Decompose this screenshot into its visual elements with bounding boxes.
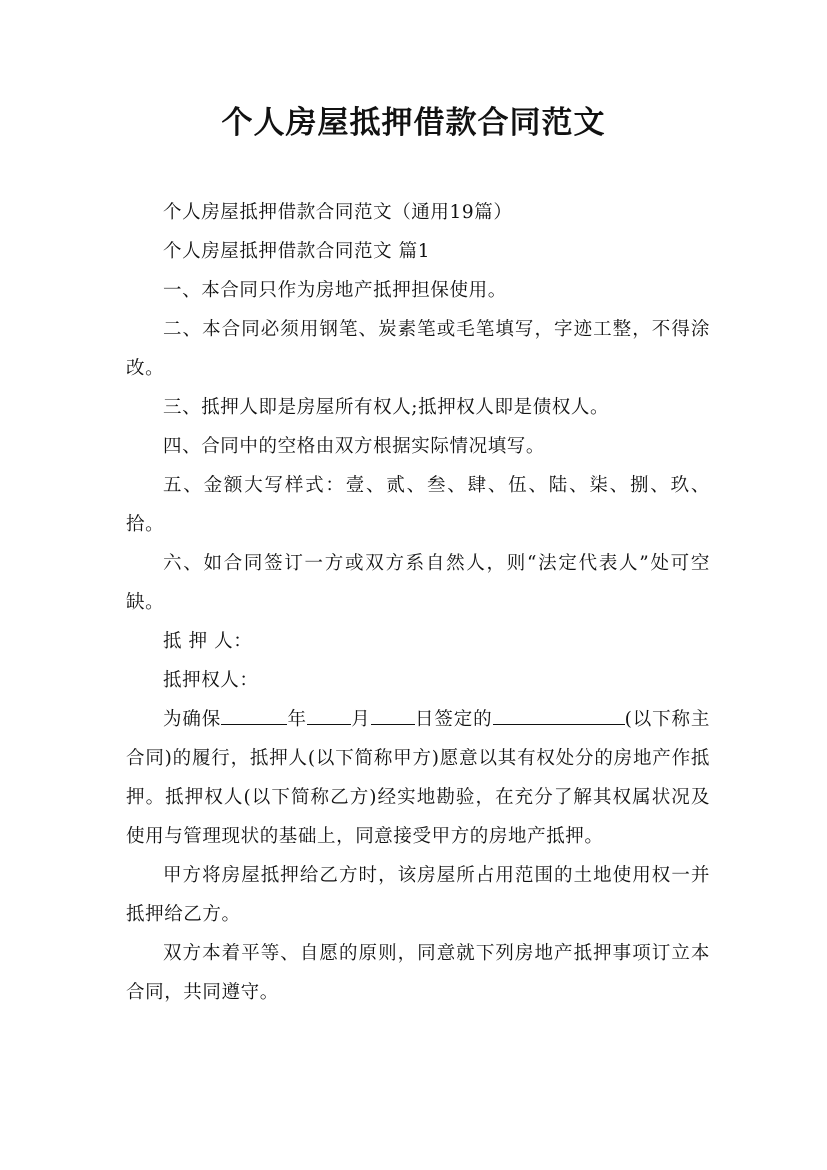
paragraph-item-3: 三、抵押人即是房屋所有权人;抵押权人即是债权人。: [163, 397, 610, 418]
paragraph-item-1: 一、本合同只作为房地产抵押担保使用。: [163, 280, 507, 301]
purpose-text-5: (以下称主合同)的履行，抵押人(以下简称甲方)愿意以其有权处分的房地产作抵押。抵押权人(以下简称乙方)经实地勘验，在充分了解其权属状况及使用与管理现状的基础上，同意接受甲方的房地产抵押。: [126, 709, 711, 847]
purpose-text-3: 月: [350, 709, 371, 730]
paragraph-item-2: 二、本合同必须用钢笔、炭素笔或毛笔填写，字迹工整，不得涂改。: [126, 319, 710, 379]
day-blank: [371, 704, 415, 725]
paragraph-subtitle: 个人房屋抵押借款合同范文（通用19篇）: [163, 202, 513, 223]
mortgagee-label: 抵押权人：: [163, 670, 259, 691]
contract-name-blank: [493, 704, 625, 725]
paragraph-item-5: 五、金额大写样式：壹、贰、叁、肆、伍、陆、柒、捌、玖、拾。: [126, 475, 710, 535]
month-blank: [307, 704, 351, 725]
paragraph-land-use: 甲方将房屋抵押给乙方时，该房屋所占用范围的土地使用权一并抵押给乙方。: [126, 865, 710, 925]
purpose-text-1: 为确保: [163, 709, 222, 730]
mortgagor-label: 抵 押 人：: [163, 631, 253, 652]
document-body: [126, 193, 710, 1012]
paragraph-section-heading: 个人房屋抵押借款合同范文 篇1: [163, 241, 431, 262]
paragraph-item-6: 六、如合同签订一方或双方系自然人，则“法定代表人”处可空缺。: [126, 553, 710, 613]
paragraph-agreement: 双方本着平等、自愿的原则，同意就下列房地产抵押事项订立本合同，共同遵守。: [126, 943, 710, 1003]
purpose-text-4: 日签定的: [414, 709, 493, 730]
document-title: 个人房屋抵押借款合同范文: [221, 105, 606, 141]
paragraph-purpose: [126, 700, 710, 856]
year-blank: [221, 704, 287, 725]
purpose-text-2: 年: [287, 709, 307, 730]
paragraph-item-4: 四、合同中的空格由双方根据实际情况填写。: [163, 436, 546, 457]
